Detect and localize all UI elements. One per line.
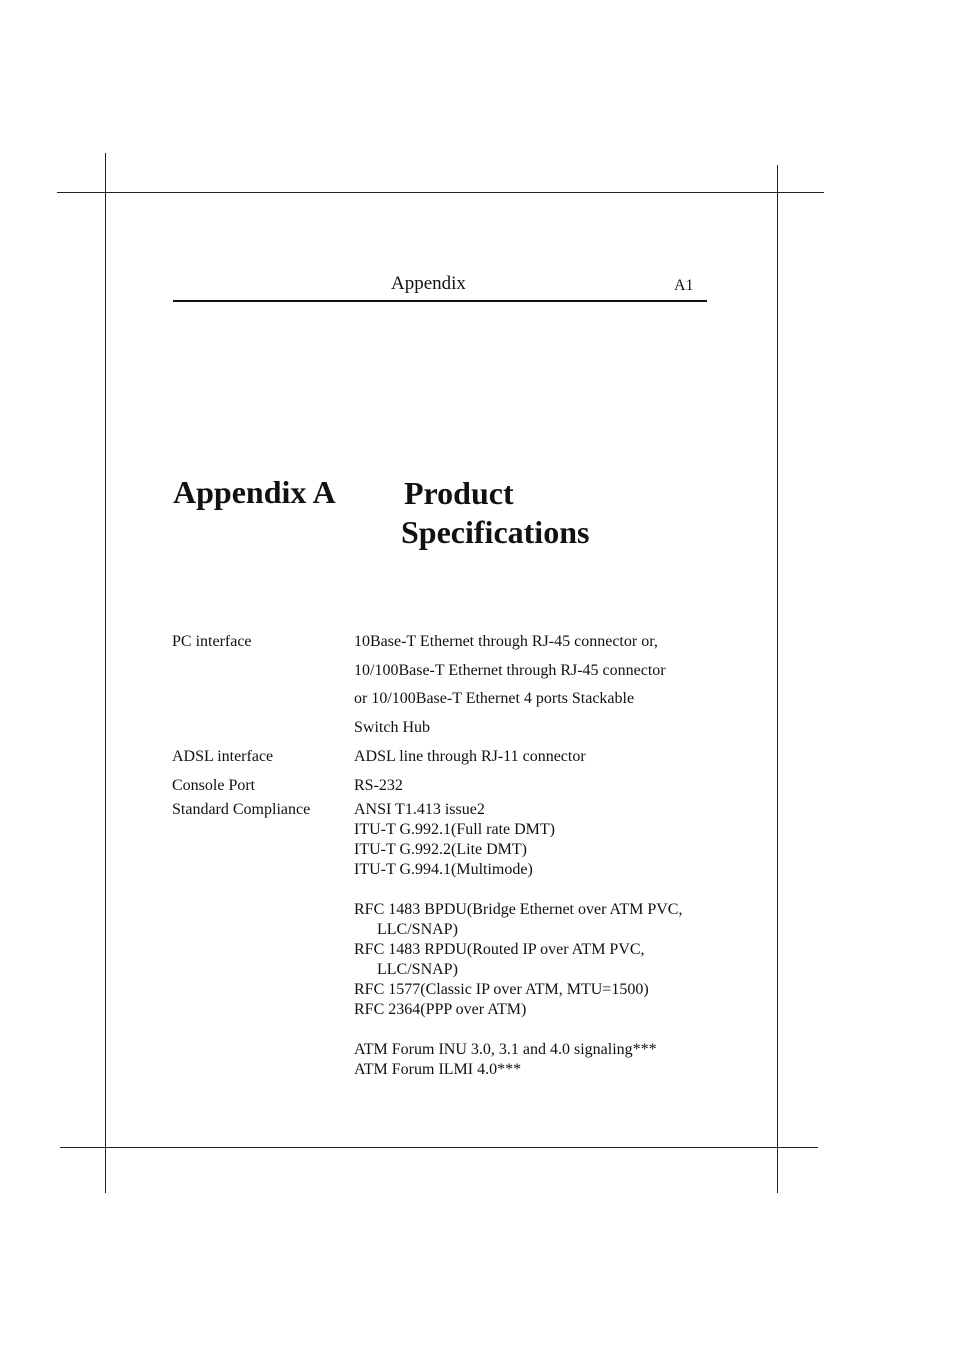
spec-value-standard-itu — [354, 800, 555, 880]
compliance-item-continuation: LLC/SNAP) — [377, 921, 458, 938]
spec-value-pc-interface-1: 10Base-T Ethernet through RJ-45 connector or, — [354, 633, 658, 650]
compliance-item: RFC 1577(Classic IP over ATM, MTU=1500) — [354, 981, 649, 998]
spec-value-standard-rfc — [354, 900, 682, 1020]
crop-mark-top — [57, 192, 824, 193]
appendix-title-line-1: Product — [404, 475, 514, 511]
compliance-item: RFC 1483 RPDU(Routed IP over ATM PVC, — [354, 941, 645, 958]
crop-mark-bottom — [60, 1147, 818, 1148]
compliance-item: ATM Forum ILMI 4.0*** — [354, 1061, 522, 1078]
spec-value-console-port: RS-232 — [354, 777, 403, 794]
crop-mark-right-top — [777, 165, 778, 1193]
spec-value-pc-interface-3: or 10/100Base-T Ethernet 4 ports Stackable — [354, 690, 635, 707]
spec-label-adsl-interface: ADSL interface — [172, 748, 274, 765]
compliance-item: ANSI T1.413 issue2 — [354, 801, 485, 818]
compliance-item-continuation: LLC/SNAP) — [377, 961, 458, 978]
crop-mark-left-top — [105, 153, 106, 1193]
spec-value-pc-interface-2: 10/100Base-T Ethernet through RJ-45 connector — [354, 662, 666, 679]
compliance-item: ITU-T G.992.1(Full rate DMT) — [354, 821, 555, 838]
spec-label-console-port: Console Port — [172, 777, 256, 794]
spec-label-pc-interface: PC interface — [172, 633, 252, 650]
compliance-item: ATM Forum INU 3.0, 3.1 and 4.0 signaling*** — [354, 1041, 657, 1058]
compliance-item: RFC 1483 BPDU(Bridge Ethernet over ATM PVC, — [354, 901, 683, 918]
appendix-title — [401, 474, 589, 552]
spec-value-standard-atm — [354, 1040, 657, 1080]
compliance-item: ITU-T G.994.1(Multimode) — [354, 861, 533, 878]
compliance-item: ITU-T G.992.2(Lite DMT) — [354, 841, 527, 858]
spec-label-standard-compliance: Standard Compliance — [172, 801, 311, 818]
page-number: A1 — [674, 277, 694, 294]
appendix-title-line-2: Specifications — [401, 514, 590, 550]
running-title: Appendix — [391, 273, 466, 294]
spec-value-pc-interface-4: Switch Hub — [354, 719, 430, 736]
running-header — [173, 272, 707, 302]
appendix-label: Appendix A — [173, 474, 336, 510]
spec-value-adsl-interface: ADSL line through RJ-11 connector — [354, 748, 586, 765]
compliance-item: RFC 2364(PPP over ATM) — [354, 1001, 527, 1018]
